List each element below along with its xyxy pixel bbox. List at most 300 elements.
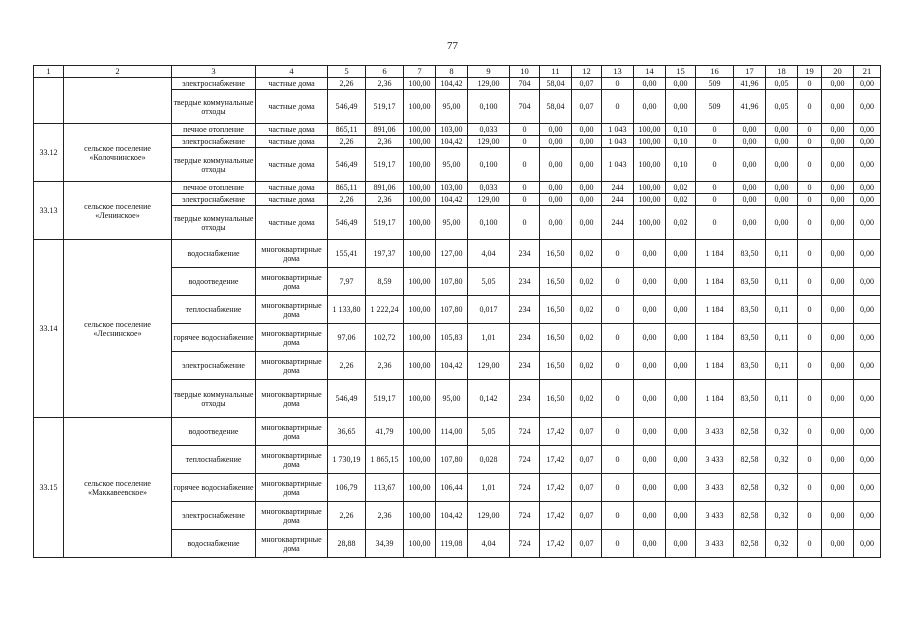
value-cell: 0,00 — [634, 502, 666, 530]
value-cell: 16,50 — [540, 268, 572, 296]
value-cell: 0,00 — [822, 194, 854, 206]
value-cell: 0 — [798, 352, 822, 380]
value-cell: 0,07 — [572, 502, 602, 530]
value-cell: 100,00 — [404, 474, 436, 502]
value-cell: 0 — [798, 148, 822, 182]
column-number: 2 — [64, 66, 172, 78]
value-cell: 1 184 — [696, 352, 734, 380]
value-cell: 0,00 — [822, 296, 854, 324]
value-cell: 104,42 — [436, 136, 468, 148]
value-cell: 0,07 — [572, 530, 602, 558]
value-cell: 0,00 — [572, 206, 602, 240]
value-cell: 17,42 — [540, 530, 572, 558]
value-cell: 1 730,19 — [328, 446, 366, 474]
value-cell: 244 — [602, 194, 634, 206]
housing-type-cell: многоквартирные дома — [256, 324, 328, 352]
column-number: 9 — [468, 66, 510, 78]
value-cell: 82,58 — [734, 446, 766, 474]
value-cell: 0,07 — [572, 78, 602, 90]
value-cell: 234 — [510, 352, 540, 380]
value-cell: 0,00 — [854, 324, 881, 352]
service-cell: электроснабжение — [172, 194, 256, 206]
column-number: 19 — [798, 66, 822, 78]
value-cell: 0,00 — [854, 380, 881, 418]
table-row — [34, 418, 881, 446]
value-cell: 0,00 — [666, 446, 696, 474]
value-cell: 83,50 — [734, 268, 766, 296]
column-number: 8 — [436, 66, 468, 78]
value-cell: 100,00 — [404, 240, 436, 268]
value-cell: 0 — [798, 418, 822, 446]
value-cell: 0,02 — [666, 206, 696, 240]
table-body — [34, 66, 881, 558]
value-cell: 0 — [798, 182, 822, 194]
value-cell: 0,07 — [572, 474, 602, 502]
value-cell: 0,00 — [766, 148, 798, 182]
value-cell: 82,58 — [734, 502, 766, 530]
value-cell: 0,00 — [666, 502, 696, 530]
value-cell: 0,00 — [854, 530, 881, 558]
column-number: 14 — [634, 66, 666, 78]
value-cell: 100,00 — [404, 136, 436, 148]
value-cell: 16,50 — [540, 296, 572, 324]
value-cell: 16,50 — [540, 352, 572, 380]
value-cell: 0,100 — [468, 148, 510, 182]
table-row — [34, 240, 881, 268]
value-cell: 0 — [798, 90, 822, 124]
value-cell: 0,00 — [634, 296, 666, 324]
value-cell: 103,00 — [436, 182, 468, 194]
value-cell: 41,96 — [734, 90, 766, 124]
value-cell: 100,00 — [404, 530, 436, 558]
column-number: 11 — [540, 66, 572, 78]
value-cell: 0,11 — [766, 324, 798, 352]
value-cell: 234 — [510, 268, 540, 296]
value-cell: 244 — [602, 206, 634, 240]
value-cell: 100,00 — [404, 380, 436, 418]
value-cell: 1 184 — [696, 268, 734, 296]
value-cell: 234 — [510, 296, 540, 324]
value-cell: 17,42 — [540, 446, 572, 474]
value-cell: 95,00 — [436, 148, 468, 182]
value-cell: 0 — [602, 78, 634, 90]
value-cell: 0,00 — [666, 530, 696, 558]
column-number: 12 — [572, 66, 602, 78]
value-cell: 234 — [510, 240, 540, 268]
column-number: 21 — [854, 66, 881, 78]
value-cell: 0 — [696, 136, 734, 148]
value-cell: 0,00 — [766, 182, 798, 194]
value-cell: 1 043 — [602, 124, 634, 136]
value-cell: 546,49 — [328, 380, 366, 418]
value-cell: 0,07 — [572, 446, 602, 474]
value-cell: 704 — [510, 78, 540, 90]
value-cell: 0,00 — [822, 502, 854, 530]
value-cell: 100,00 — [404, 446, 436, 474]
value-cell: 0,00 — [822, 78, 854, 90]
value-cell: 100,00 — [404, 124, 436, 136]
value-cell: 546,49 — [328, 206, 366, 240]
value-cell: 1 184 — [696, 380, 734, 418]
value-cell: 100,00 — [634, 182, 666, 194]
value-cell: 16,50 — [540, 240, 572, 268]
value-cell: 0,00 — [822, 380, 854, 418]
value-cell: 2,26 — [328, 136, 366, 148]
value-cell: 58,04 — [540, 78, 572, 90]
value-cell: 234 — [510, 380, 540, 418]
service-cell: теплоснабжение — [172, 296, 256, 324]
value-cell: 519,17 — [366, 90, 404, 124]
value-cell: 0,00 — [666, 418, 696, 446]
value-cell: 100,00 — [404, 418, 436, 446]
value-cell: 83,50 — [734, 352, 766, 380]
value-cell: 0 — [602, 90, 634, 124]
value-cell: 0,00 — [540, 194, 572, 206]
value-cell: 0,00 — [822, 240, 854, 268]
value-cell: 36,65 — [328, 418, 366, 446]
value-cell: 0,10 — [666, 136, 696, 148]
table-row — [34, 182, 881, 194]
value-cell: 0,00 — [854, 474, 881, 502]
value-cell: 724 — [510, 418, 540, 446]
housing-type-cell: частные дома — [256, 90, 328, 124]
value-cell: 0,00 — [766, 194, 798, 206]
value-cell: 1 184 — [696, 296, 734, 324]
value-cell: 0,00 — [822, 124, 854, 136]
value-cell: 0 — [798, 268, 822, 296]
value-cell: 0,02 — [666, 182, 696, 194]
value-cell: 104,42 — [436, 502, 468, 530]
value-cell: 0,07 — [572, 90, 602, 124]
column-number: 16 — [696, 66, 734, 78]
value-cell: 0,32 — [766, 474, 798, 502]
housing-type-cell: частные дома — [256, 124, 328, 136]
housing-type-cell: частные дома — [256, 148, 328, 182]
value-cell: 0 — [602, 446, 634, 474]
value-cell: 104,42 — [436, 78, 468, 90]
value-cell: 41,79 — [366, 418, 404, 446]
service-cell: печное отопление — [172, 182, 256, 194]
value-cell: 100,00 — [634, 194, 666, 206]
value-cell: 0,00 — [634, 90, 666, 124]
value-cell: 0,00 — [572, 124, 602, 136]
value-cell: 28,88 — [328, 530, 366, 558]
housing-type-cell: многоквартирные дома — [256, 240, 328, 268]
column-number: 5 — [328, 66, 366, 78]
value-cell: 0,00 — [666, 240, 696, 268]
column-number: 20 — [822, 66, 854, 78]
housing-type-cell: частные дома — [256, 136, 328, 148]
value-cell: 34,39 — [366, 530, 404, 558]
column-number: 13 — [602, 66, 634, 78]
value-cell: 0,10 — [666, 148, 696, 182]
value-cell: 0,00 — [572, 182, 602, 194]
value-cell: 0,02 — [572, 240, 602, 268]
housing-type-cell: частные дома — [256, 206, 328, 240]
value-cell: 106,79 — [328, 474, 366, 502]
value-cell: 129,00 — [468, 78, 510, 90]
value-cell: 0,05 — [766, 78, 798, 90]
value-cell: 100,00 — [404, 268, 436, 296]
value-cell: 82,58 — [734, 418, 766, 446]
value-cell: 0 — [510, 148, 540, 182]
column-number: 4 — [256, 66, 328, 78]
value-cell: 4,04 — [468, 240, 510, 268]
value-cell: 891,06 — [366, 124, 404, 136]
value-cell: 0,00 — [634, 418, 666, 446]
value-cell: 104,42 — [436, 352, 468, 380]
value-cell: 0 — [510, 136, 540, 148]
value-cell: 0,00 — [822, 352, 854, 380]
value-cell: 100,00 — [404, 194, 436, 206]
housing-type-cell: многоквартирные дома — [256, 418, 328, 446]
value-cell: 0 — [696, 182, 734, 194]
value-cell: 100,00 — [634, 206, 666, 240]
value-cell: 0,00 — [634, 78, 666, 90]
value-cell: 1 865,15 — [366, 446, 404, 474]
value-cell: 519,17 — [366, 148, 404, 182]
service-cell: горячее водоснабжение — [172, 324, 256, 352]
value-cell: 129,00 — [468, 136, 510, 148]
value-cell: 0 — [602, 502, 634, 530]
value-cell: 0,32 — [766, 502, 798, 530]
value-cell: 0 — [510, 182, 540, 194]
value-cell: 0,02 — [572, 352, 602, 380]
value-cell: 704 — [510, 90, 540, 124]
value-cell: 3 433 — [696, 418, 734, 446]
value-cell: 0 — [798, 206, 822, 240]
column-number: 1 — [34, 66, 64, 78]
value-cell: 3 433 — [696, 502, 734, 530]
column-number: 6 — [366, 66, 404, 78]
value-cell: 0 — [798, 502, 822, 530]
value-cell: 0,00 — [540, 124, 572, 136]
value-cell: 0 — [602, 418, 634, 446]
service-cell: электроснабжение — [172, 502, 256, 530]
value-cell: 0 — [798, 124, 822, 136]
value-cell: 0 — [510, 124, 540, 136]
housing-type-cell: многоквартирные дома — [256, 530, 328, 558]
value-cell: 100,00 — [634, 124, 666, 136]
value-cell: 0 — [602, 324, 634, 352]
value-cell: 0,07 — [572, 418, 602, 446]
value-cell: 546,49 — [328, 148, 366, 182]
value-cell: 100,00 — [404, 78, 436, 90]
value-cell: 95,00 — [436, 380, 468, 418]
service-cell: печное отопление — [172, 124, 256, 136]
settlement-number: 33.14 — [34, 240, 64, 418]
value-cell: 0,00 — [822, 182, 854, 194]
value-cell: 0,00 — [634, 474, 666, 502]
settlement-name: сельское поселение «Маккавеевское» — [64, 418, 172, 558]
tariff-table — [33, 65, 881, 558]
value-cell: 106,44 — [436, 474, 468, 502]
value-cell: 0,05 — [766, 90, 798, 124]
value-cell: 1 043 — [602, 136, 634, 148]
value-cell: 0,00 — [734, 182, 766, 194]
value-cell: 197,37 — [366, 240, 404, 268]
value-cell: 0,00 — [854, 148, 881, 182]
service-cell: электроснабжение — [172, 136, 256, 148]
value-cell: 0,02 — [572, 380, 602, 418]
value-cell: 865,11 — [328, 124, 366, 136]
page-number: 77 — [447, 40, 458, 52]
value-cell: 95,00 — [436, 206, 468, 240]
value-cell: 1 184 — [696, 240, 734, 268]
column-number: 18 — [766, 66, 798, 78]
value-cell: 58,04 — [540, 90, 572, 124]
service-cell: электроснабжение — [172, 78, 256, 90]
value-cell: 129,00 — [468, 352, 510, 380]
value-cell: 0,02 — [572, 268, 602, 296]
value-cell: 0,00 — [734, 124, 766, 136]
settlement-name: сельское поселение «Колочнинское» — [64, 124, 172, 182]
value-cell: 724 — [510, 530, 540, 558]
value-cell: 509 — [696, 78, 734, 90]
value-cell: 107,80 — [436, 446, 468, 474]
value-cell: 0,00 — [854, 194, 881, 206]
value-cell: 17,42 — [540, 418, 572, 446]
value-cell: 2,36 — [366, 194, 404, 206]
value-cell: 97,06 — [328, 324, 366, 352]
value-cell: 0,00 — [766, 206, 798, 240]
value-cell: 0 — [602, 296, 634, 324]
value-cell: 2,36 — [366, 352, 404, 380]
value-cell: 519,17 — [366, 380, 404, 418]
value-cell: 41,96 — [734, 78, 766, 90]
value-cell: 2,36 — [366, 502, 404, 530]
value-cell: 0,00 — [854, 182, 881, 194]
value-cell: 0,028 — [468, 446, 510, 474]
housing-type-cell: многоквартирные дома — [256, 446, 328, 474]
column-number: 10 — [510, 66, 540, 78]
value-cell: 0,11 — [766, 352, 798, 380]
settlement-name: сельское поселение «Ленинское» — [64, 182, 172, 240]
value-cell: 0,00 — [666, 78, 696, 90]
value-cell: 865,11 — [328, 182, 366, 194]
value-cell: 100,00 — [404, 352, 436, 380]
column-number: 3 — [172, 66, 256, 78]
value-cell: 0,00 — [572, 148, 602, 182]
value-cell: 0 — [798, 194, 822, 206]
value-cell: 3 433 — [696, 446, 734, 474]
value-cell: 724 — [510, 446, 540, 474]
value-cell: 0,00 — [822, 324, 854, 352]
value-cell: 0 — [510, 206, 540, 240]
value-cell: 0,033 — [468, 182, 510, 194]
value-cell: 0,00 — [634, 446, 666, 474]
value-cell: 82,58 — [734, 530, 766, 558]
value-cell: 0,02 — [572, 296, 602, 324]
value-cell: 83,50 — [734, 296, 766, 324]
value-cell: 0,11 — [766, 380, 798, 418]
value-cell: 107,80 — [436, 268, 468, 296]
value-cell: 100,00 — [634, 148, 666, 182]
value-cell: 100,00 — [404, 324, 436, 352]
value-cell: 2,26 — [328, 194, 366, 206]
value-cell: 0,033 — [468, 124, 510, 136]
service-cell: твердые коммунальные отходы — [172, 380, 256, 418]
value-cell: 509 — [696, 90, 734, 124]
value-cell: 0,00 — [822, 418, 854, 446]
value-cell: 8,59 — [366, 268, 404, 296]
settlement-name: сельское поселение «Леснинское» — [64, 240, 172, 418]
value-cell: 0 — [602, 530, 634, 558]
value-cell: 0,00 — [822, 446, 854, 474]
value-cell: 234 — [510, 324, 540, 352]
value-cell: 0,100 — [468, 90, 510, 124]
value-cell: 0 — [798, 474, 822, 502]
value-cell: 17,42 — [540, 502, 572, 530]
value-cell: 0,00 — [854, 296, 881, 324]
value-cell: 83,50 — [734, 240, 766, 268]
value-cell: 0,00 — [854, 268, 881, 296]
value-cell: 0,00 — [666, 268, 696, 296]
value-cell: 0,11 — [766, 296, 798, 324]
value-cell: 724 — [510, 502, 540, 530]
value-cell: 0,00 — [854, 90, 881, 124]
value-cell: 4,04 — [468, 530, 510, 558]
value-cell: 0,11 — [766, 268, 798, 296]
column-number: 15 — [666, 66, 696, 78]
value-cell: 0,00 — [854, 352, 881, 380]
value-cell: 0 — [798, 78, 822, 90]
value-cell: 0,00 — [634, 324, 666, 352]
value-cell: 127,00 — [436, 240, 468, 268]
value-cell: 0,00 — [634, 268, 666, 296]
value-cell: 0,00 — [666, 380, 696, 418]
value-cell: 0,00 — [854, 124, 881, 136]
value-cell: 0 — [798, 446, 822, 474]
value-cell: 16,50 — [540, 380, 572, 418]
value-cell: 0,00 — [540, 182, 572, 194]
value-cell: 2,36 — [366, 136, 404, 148]
value-cell: 5,05 — [468, 418, 510, 446]
housing-type-cell: частные дома — [256, 182, 328, 194]
value-cell: 0,00 — [540, 148, 572, 182]
value-cell: 100,00 — [404, 206, 436, 240]
service-cell: водоотведение — [172, 268, 256, 296]
value-cell: 0,02 — [572, 324, 602, 352]
value-cell: 0 — [602, 352, 634, 380]
value-cell: 0,11 — [766, 240, 798, 268]
value-cell: 0,100 — [468, 206, 510, 240]
housing-type-cell: многоквартирные дома — [256, 352, 328, 380]
value-cell: 2,26 — [328, 352, 366, 380]
value-cell: 3 433 — [696, 474, 734, 502]
value-cell: 0,00 — [822, 136, 854, 148]
housing-type-cell: многоквартирные дома — [256, 474, 328, 502]
value-cell: 1 133,80 — [328, 296, 366, 324]
value-cell: 0 — [696, 194, 734, 206]
settlement-name — [64, 78, 172, 124]
column-number: 7 — [404, 66, 436, 78]
value-cell: 113,67 — [366, 474, 404, 502]
value-cell: 0,00 — [634, 380, 666, 418]
value-cell: 0,00 — [734, 206, 766, 240]
value-cell: 107,80 — [436, 296, 468, 324]
housing-type-cell: многоквартирные дома — [256, 268, 328, 296]
value-cell: 1,01 — [468, 474, 510, 502]
service-cell: водоснабжение — [172, 530, 256, 558]
service-cell: теплоснабжение — [172, 446, 256, 474]
value-cell: 7,97 — [328, 268, 366, 296]
value-cell: 17,42 — [540, 474, 572, 502]
value-cell: 2,26 — [328, 78, 366, 90]
housing-type-cell: частные дома — [256, 78, 328, 90]
value-cell: 0,00 — [734, 148, 766, 182]
value-cell: 519,17 — [366, 206, 404, 240]
